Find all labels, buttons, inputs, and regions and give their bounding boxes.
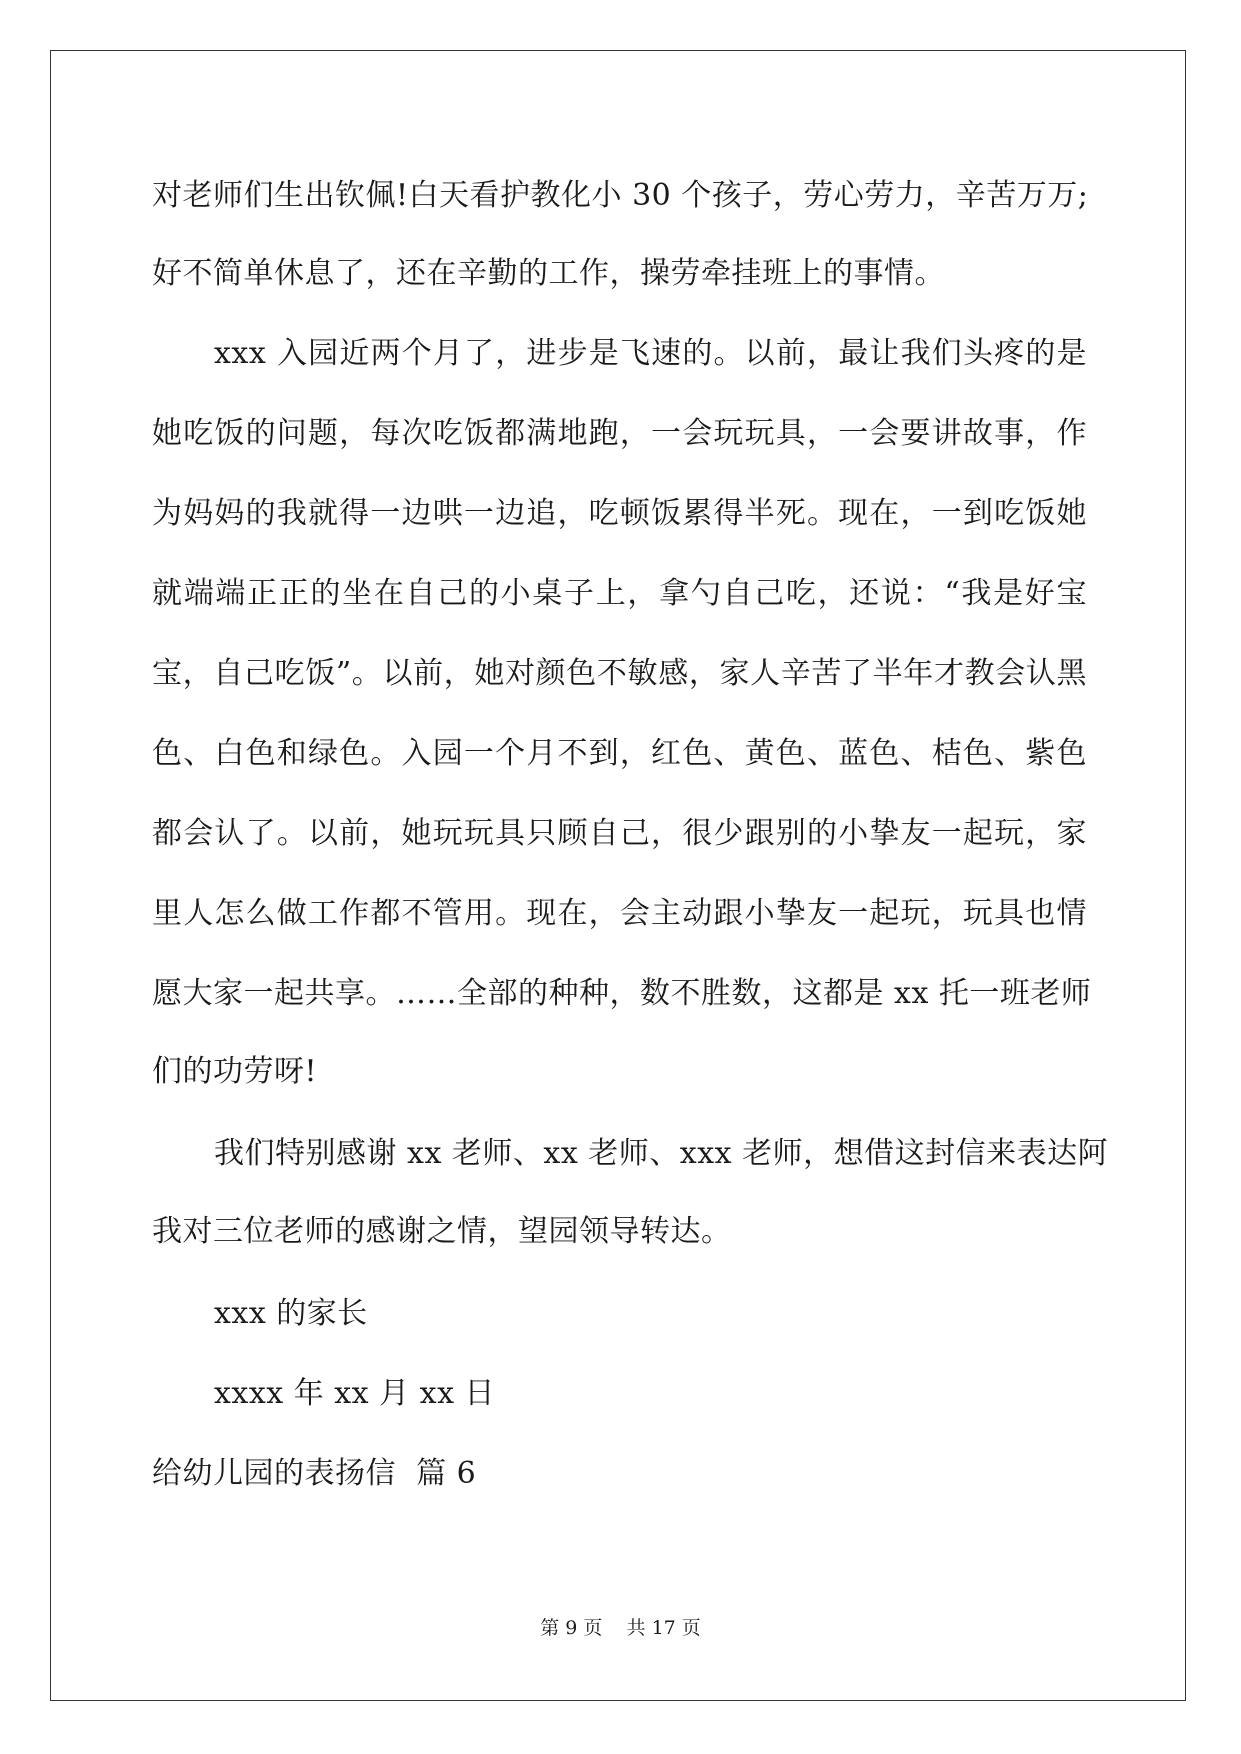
- text-line: 宝，自己吃饭”。以前，她对颜色不敏感，家人辛苦了半年才教会认黑: [152, 656, 1087, 691]
- signature-line: xxx 的家长: [214, 1296, 368, 1331]
- text-line: 我对三位老师的感谢之情，望园领导转达。: [152, 1214, 732, 1249]
- text-line: 好不简单休息了，还在辛勤的工作，操劳牵挂班上的事情。: [152, 256, 945, 291]
- text-line: 都会认了。以前，她玩玩具只顾自己，很少跟别的小挚友一起玩，家: [152, 816, 1087, 851]
- paragraph-start-line: 我们特别感谢 xx 老师、xx 老师、xxx 老师，想借这封信来表达阿: [214, 1136, 1109, 1171]
- date-line: xxxx 年 xx 月 xx 日: [214, 1376, 496, 1411]
- text-line: 色、白色和绿色。入园一个月不到，红色、黄色、蓝色、桔色、紫色: [152, 736, 1087, 771]
- text-line: 就端端正正的坐在自己的小桌子上，拿勺自己吃，还说：“我是好宝: [152, 576, 1087, 611]
- text-line: 对老师们生出钦佩!白天看护教化小 30 个孩子，劳心劳力，辛苦万万;: [152, 178, 1089, 213]
- text-line: 为妈妈的我就得一边哄一边追，吃顿饭累得半死。现在，一到吃饭她: [152, 496, 1087, 531]
- page-number: 第 9 页 共 17 页: [540, 1617, 701, 1639]
- section-heading: 给幼儿园的表扬信 篇 6: [152, 1456, 477, 1491]
- text-line: 们的功劳呀!: [152, 1054, 318, 1089]
- text-line: 里人怎么做工作都不管用。现在，会主动跟小挚友一起玩，玩具也情: [152, 896, 1087, 931]
- text-line: 愿大家一起共享。……全部的种种，数不胜数，这都是 xx 托一班老师: [152, 976, 1092, 1011]
- text-line: 她吃饭的问题，每次吃饭都满地跑，一会玩玩具，一会要讲故事，作: [152, 416, 1087, 451]
- paragraph-start-line: xxx 入园近两个月了，进步是飞速的。以前，最让我们头疼的是: [214, 336, 1087, 371]
